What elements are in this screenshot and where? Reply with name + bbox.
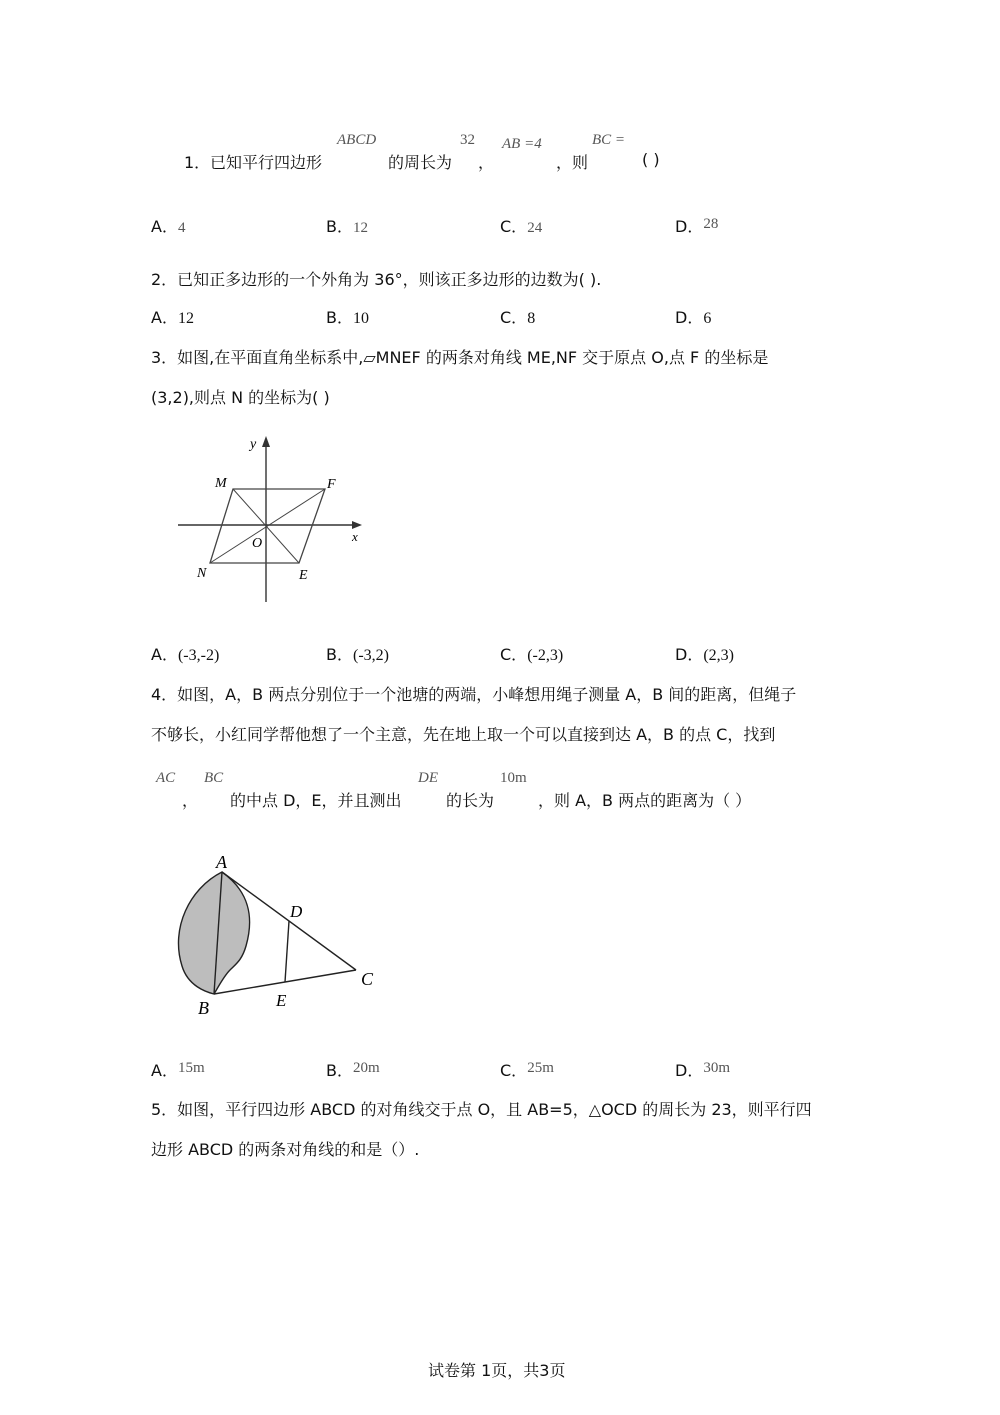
diagonal-nf xyxy=(210,489,325,563)
q4-text-1: 的中点 D，E，并且测出 xyxy=(230,791,402,810)
segment-de xyxy=(285,921,289,982)
q1-math-ab: AB =4 xyxy=(502,136,542,152)
q4-option-c: C．25m xyxy=(500,1060,554,1080)
q2-option-a: A．12 xyxy=(151,308,194,327)
label-x: x xyxy=(352,529,358,544)
q3-option-c: C．(-2,3) xyxy=(500,645,564,664)
label-f: F xyxy=(327,477,336,492)
q2-option-c: C．8 xyxy=(500,308,536,327)
q1-text-2: 的周长为 xyxy=(388,153,453,172)
page-footer: 试卷第 1页，共3页 xyxy=(428,1361,566,1380)
q4-math-de: DE xyxy=(418,770,438,786)
q4-option-a: A．15m xyxy=(151,1060,205,1080)
label-c: C xyxy=(361,969,374,989)
label-o: O xyxy=(252,536,263,551)
q4-comma: ， xyxy=(182,791,199,810)
x-axis-arrow xyxy=(352,521,362,529)
q1-math-32: 32 xyxy=(460,132,475,148)
label-e: E xyxy=(276,991,287,1010)
q1-text-3: ， xyxy=(478,153,495,172)
q4-line-2: 不够长，小红同学帮他想了一个主意，先在地上取一个可以直接到达 A，B 的点 C，找到 xyxy=(151,725,776,744)
q3-line-1: 3．如图,在平面直角坐标系中,▱MNEF 的两条对角线 ME,NF 交于原点 O,点 F 的坐标是 xyxy=(151,348,769,367)
q4-text-3: ，则 A，B 两点的距离为（ ） xyxy=(538,791,752,810)
q4-math-ac: AC xyxy=(156,770,176,786)
q4-math-bc: BC xyxy=(204,770,224,786)
q4-math-10m: 10m xyxy=(500,770,527,786)
q1-text-4: ，则 xyxy=(556,153,589,172)
q4-figure xyxy=(170,848,390,1023)
q4-option-d: D．30m xyxy=(675,1060,730,1080)
label-d: D xyxy=(290,902,303,921)
q1-option-c: C．24 xyxy=(500,217,543,236)
q1-text-1: 已知平行四边形 xyxy=(210,153,323,172)
label-b: B xyxy=(198,998,209,1018)
q3-line-2: (3,2),则点 N 的坐标为( ) xyxy=(151,388,330,407)
q3-option-a: A．(-3,-2) xyxy=(151,645,220,664)
label-e: E xyxy=(299,568,308,583)
q5-line-1: 5．如图，平行四边形 ABCD 的对角线交于点 O，且 AB=5，△OCD 的周长为 23，则平行四 xyxy=(151,1100,812,1119)
q1-option-b: B．12 xyxy=(326,217,368,236)
q3-figure xyxy=(170,430,370,610)
q1-option-d: D．28 xyxy=(675,216,719,236)
label-m: M xyxy=(215,476,227,491)
q1-math-abcd: ABCD xyxy=(337,132,377,148)
q1-text-5: ( ) xyxy=(642,150,660,169)
q4-option-b: B．20m xyxy=(326,1060,380,1080)
label-y: y xyxy=(250,437,257,452)
q1-number: 1． xyxy=(184,153,211,172)
q5-line-2: 边形 ABCD 的两条对角线的和是（）. xyxy=(151,1140,420,1159)
q4-line-1: 4．如图，A，B 两点分别位于一个池塘的两端，小峰想用绳子测量 A，B 间的距离，但绳子 xyxy=(151,685,797,704)
y-axis-arrow xyxy=(262,436,270,447)
label-n: N xyxy=(197,566,207,581)
q1-option-a: A．4 xyxy=(151,217,186,236)
q2-text: 2．已知正多边形的一个外角为 36°，则该正多边形的边数为( ). xyxy=(151,270,602,289)
q1-math-bc: BC = xyxy=(592,132,626,148)
q3-option-d: D．(2,3) xyxy=(675,645,734,664)
pond-shape xyxy=(178,872,249,994)
q2-option-b: B．10 xyxy=(326,308,369,327)
q3-option-b: B．(-3,2) xyxy=(326,645,389,664)
q2-option-d: D．6 xyxy=(675,308,712,327)
label-a: A xyxy=(216,852,227,872)
q4-text-2: 的长为 xyxy=(446,791,495,810)
